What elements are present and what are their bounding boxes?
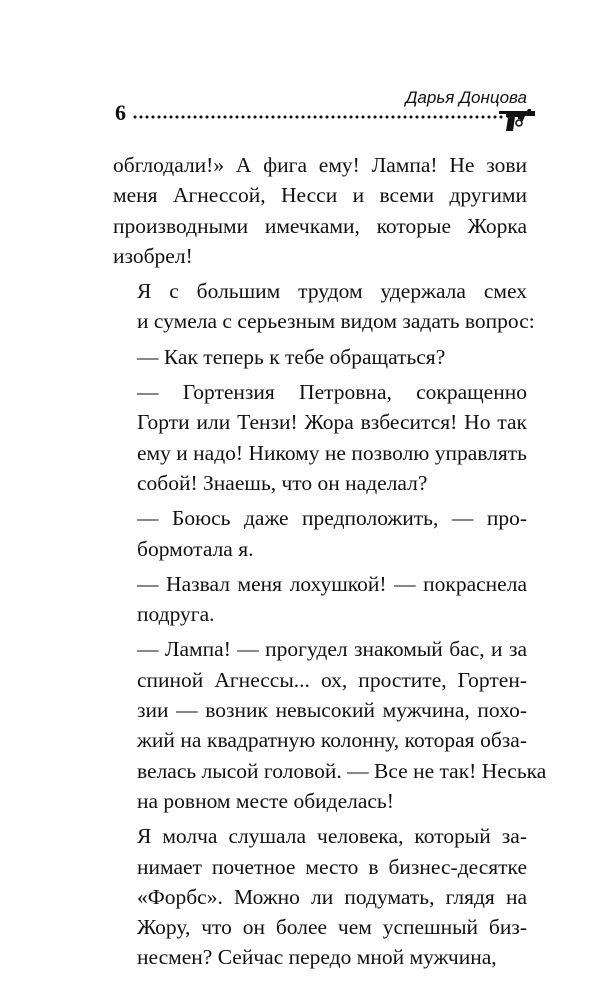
page-number: 6 bbox=[115, 100, 126, 125]
text-line: собой! Знаешь, что он наделал? bbox=[137, 470, 428, 495]
paragraph bbox=[113, 634, 547, 816]
book-text bbox=[113, 150, 547, 978]
running-header bbox=[0, 0, 605, 140]
text-line: Я молча слушала человека, который за- bbox=[137, 824, 527, 849]
text-line: зии — возник невысокий мужчина, похо- bbox=[137, 698, 527, 723]
paragraph bbox=[113, 569, 527, 630]
text-line: и сумела с серьезным видом задать вопрос: bbox=[137, 309, 535, 334]
text-line: спиной Агнессы... ох, простите, Гортен- bbox=[137, 667, 527, 692]
paragraph bbox=[113, 276, 535, 337]
running-header-author: Дарья Донцова bbox=[405, 88, 527, 107]
revolver-icon bbox=[497, 107, 537, 133]
text-line: подруга. bbox=[137, 602, 215, 627]
text-line: велась лысой головой. — Все не так! Неська bbox=[137, 758, 547, 783]
paragraph bbox=[113, 342, 527, 372]
text-line: производными имечками, которые Жорка bbox=[113, 213, 527, 238]
text-line: Я с большим трудом удержала смех bbox=[137, 279, 527, 304]
text-line: — Лампа! — прогудел знакомый бас, и за bbox=[137, 637, 527, 662]
paragraph bbox=[113, 503, 527, 564]
text-line: — Боюсь даже предположить, — про- bbox=[137, 506, 527, 531]
paragraph bbox=[113, 377, 527, 498]
paragraph bbox=[113, 150, 527, 271]
text-line: Горти или Тензи! Жора взбесится! Но так bbox=[137, 410, 527, 435]
text-line: — Гортензия Петровна, сокращенно bbox=[137, 380, 527, 405]
dotted-leader bbox=[132, 115, 504, 119]
text-line: — Назвал меня лохушкой! — покраснела bbox=[137, 571, 527, 596]
text-line: Жору, что он более чем успешный биз- bbox=[137, 915, 527, 940]
text-line: обглодали!» А фига ему! Лампа! Не зови bbox=[113, 153, 527, 177]
paragraph bbox=[113, 821, 527, 972]
text-line: ему и надо! Никому не позволю управлять bbox=[137, 440, 527, 465]
text-line: «Форбс». Можно ли подумать, глядя на bbox=[137, 884, 527, 909]
text-line: несмен? Сейчас передо мной мужчина, bbox=[137, 945, 497, 970]
text-line: нимает почетное место в бизнес-десятке bbox=[137, 854, 527, 879]
text-line: изобрел! bbox=[113, 243, 193, 268]
text-line: на ровном месте обиделась! bbox=[137, 788, 394, 813]
text-line: жий на квадратную колонну, которая обза- bbox=[137, 728, 527, 753]
text-line: меня Агнессой, Несси и всеми другими bbox=[113, 183, 527, 208]
text-line: — Как теперь к тебе обращаться? bbox=[137, 344, 446, 369]
text-line: бормотала я. bbox=[137, 536, 254, 561]
